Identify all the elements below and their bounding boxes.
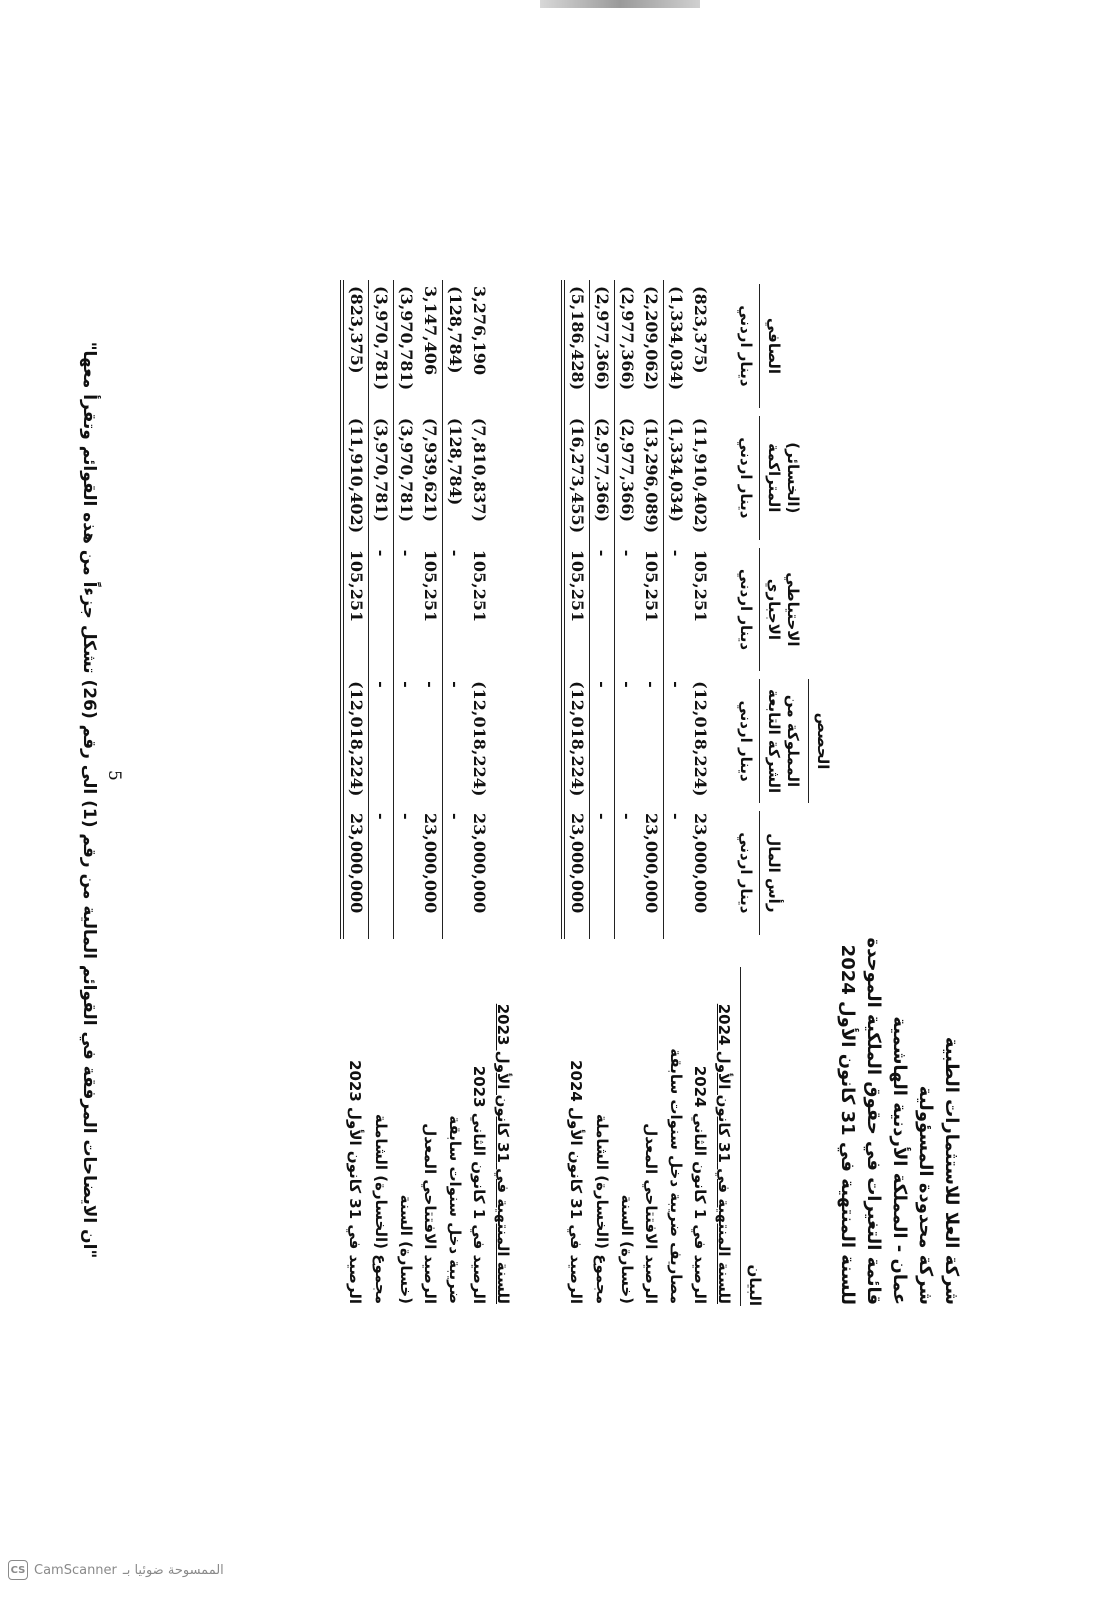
table-header-row (736, 280, 834, 1310)
table-body (342, 280, 736, 1310)
cell-capital: - (369, 807, 394, 939)
cell-shares: - (590, 675, 615, 807)
header-capital: رأس المال دينار اردني (736, 807, 834, 939)
table-row (369, 280, 394, 1310)
cell-losses: (128,784) (446, 417, 465, 506)
cell-capital: 23,000,000 (639, 807, 664, 939)
table-row (418, 280, 443, 1310)
cell-shares: - (446, 681, 465, 688)
row-label: مصاريف ضريبة دخل سنوات سابقة (666, 1048, 685, 1304)
cell-losses: (1,334,034) (667, 417, 686, 523)
table-row (688, 280, 712, 1310)
cell-capital: 23,000,000 (470, 813, 489, 914)
cell-losses: (2,977,366) (590, 412, 615, 544)
row-label: الرصيد في 31 كانون الأول 2023 (346, 1060, 365, 1304)
table-row (590, 280, 615, 1310)
cell-net: (2,977,366) (618, 286, 637, 391)
cell-capital: - (446, 813, 465, 820)
header-label: البيان (736, 963, 834, 1311)
table-row (394, 280, 419, 1310)
company-location: عمان - المملكة الأردنية الهاشمية (889, 1016, 910, 1305)
cell-reserve: 105,251 (470, 549, 489, 623)
cell-capital: 23,000,000 (342, 807, 369, 939)
section-title: للسنة المنتهية في 31 كانون الأول 2024 (715, 1003, 733, 1304)
cell-capital: 23,000,000 (691, 813, 710, 914)
statement-title: قائمة التغيرات في حقوق الملكية الموحدة (863, 937, 884, 1305)
cell-shares: (12,018,224) (342, 675, 369, 807)
cell-net: 3,147,406 (418, 280, 443, 412)
row-label: الرصيد الافتتاحي المعدل (642, 1123, 661, 1304)
row-label: (خسارة) السنة (396, 1194, 415, 1304)
row-label: الرصيد في 1 كانون الثاني 2023 (470, 1065, 488, 1304)
cell-losses: (11,910,402) (342, 412, 369, 544)
cell-losses: (3,970,781) (397, 417, 416, 523)
row-label: مجموع (الخسارة) الشاملة (372, 1113, 390, 1304)
cell-net: (823,375) (691, 286, 710, 374)
cell-net: (2,209,062) (639, 280, 664, 412)
row-label: ضريبة دخل سنوات سابقة (445, 1115, 464, 1304)
camscanner-logo-icon: CS (8, 1560, 28, 1580)
cell-net: (823,375) (342, 280, 369, 412)
cell-net: (1,334,034) (667, 286, 686, 391)
cell-losses: (13,296,089) (639, 412, 664, 544)
cell-reserve: 105,251 (563, 544, 590, 675)
row-label: الرصيد في 1 كانون الثاني 2024 (691, 1065, 709, 1304)
watermark-brand: CamScanner (34, 1562, 117, 1578)
cell-net: (3,970,781) (397, 286, 416, 391)
table-row (342, 280, 369, 1310)
cell-capital: - (667, 813, 686, 820)
header-reserve: الاحتياطي الاجباري دينار اردني (736, 544, 834, 675)
equity-changes-table (340, 280, 834, 1310)
cell-net: (128,784) (446, 286, 465, 374)
cell-capital: 23,000,000 (418, 807, 443, 939)
cell-reserve: - (618, 549, 637, 557)
cell-shares: (12,018,224) (691, 681, 710, 797)
cell-reserve: - (590, 544, 615, 675)
table-row (639, 280, 664, 1310)
statement-period: للسنة المنتهية في 31 كانون الأول 2024 (837, 944, 858, 1305)
section-title: للسنة المنتهية في 31 كانون الأول 2023 (494, 1003, 512, 1304)
cell-shares: - (667, 681, 686, 688)
unit-label: دينار اردني (737, 832, 755, 914)
shares-group-label: الحصص (808, 679, 832, 803)
row-label: الرصيد في 31 كانون الأول 2024 (567, 1060, 586, 1304)
table-row (467, 280, 491, 1310)
table-row (443, 280, 468, 1310)
cell-reserve: - (369, 544, 394, 675)
cell-reserve: 105,251 (639, 544, 664, 675)
cell-shares: - (618, 681, 637, 688)
cell-losses: (7,939,621) (418, 412, 443, 544)
cell-losses: (7,810,837) (470, 417, 489, 523)
header-net: الصافي دينار اردني (736, 280, 834, 412)
company-name: شركة العلا للاستثمارات الطبية (941, 1036, 962, 1305)
cell-net: (5,186,428) (563, 280, 590, 412)
cell-reserve: - (667, 549, 686, 557)
row-label: مجموع (الخسارة) الشاملة (593, 1113, 611, 1304)
cell-shares: (12,018,224) (470, 681, 489, 797)
company-type: شركة محدودة المسؤولية (915, 1085, 936, 1305)
camscanner-watermark (8, 1560, 224, 1580)
header-shares: الحصص المملوكة من الشركة التابعة دينار اردني (736, 675, 834, 807)
cell-shares: - (418, 675, 443, 807)
cell-shares: - (397, 681, 416, 688)
cell-capital: - (590, 807, 615, 939)
cell-reserve: - (397, 549, 416, 557)
section-title-row (491, 280, 515, 1310)
cell-losses: (11,910,402) (691, 417, 710, 534)
cell-net: 3,276,190 (470, 286, 489, 376)
section-spacer (515, 280, 563, 1310)
cell-reserve: - (446, 549, 465, 557)
cell-reserve: 105,251 (342, 544, 369, 675)
section-title-row (712, 280, 736, 1310)
unit-label: دينار اردني (737, 700, 755, 782)
cell-capital: - (397, 813, 416, 820)
cell-reserve: 105,251 (691, 549, 710, 623)
cell-losses: (3,970,781) (369, 412, 394, 544)
row-label: الرصيد الافتتاحي المعدل (421, 1123, 440, 1304)
cell-shares: - (369, 675, 394, 807)
cell-shares: (12,018,224) (563, 675, 590, 807)
unit-label: دينار اردني (737, 305, 755, 387)
cell-net: (2,977,366) (590, 280, 615, 412)
row-label: (خسارة) السنة (617, 1194, 636, 1304)
cell-net: (3,970,781) (369, 280, 394, 412)
cell-losses: (2,977,366) (618, 417, 637, 523)
cell-capital: - (618, 813, 637, 820)
unit-label: دينار اردني (737, 437, 755, 519)
footnote: "ان الايضاحات المرفقة في القوائم المالية من رقم (1) الى رقم (26) تشكل جزءاً من هذه القوائم وتقرأ معها" (79, 341, 99, 1259)
table-row (563, 280, 590, 1310)
header-losses: (الخسائر) المتراكمة دينار اردني (736, 412, 834, 544)
table-row (615, 280, 640, 1310)
cell-shares: - (639, 675, 664, 807)
cell-reserve: 105,251 (418, 544, 443, 675)
cell-capital: 23,000,000 (563, 807, 590, 939)
cell-losses: (16,273,455) (563, 412, 590, 544)
unit-label: دينار اردني (737, 568, 755, 651)
watermark-arabic: الممسوحة ضوئيا بـ (122, 1562, 224, 1578)
page-number: 5 (104, 770, 124, 781)
document-header (834, 785, 964, 1305)
table-row (664, 280, 689, 1310)
